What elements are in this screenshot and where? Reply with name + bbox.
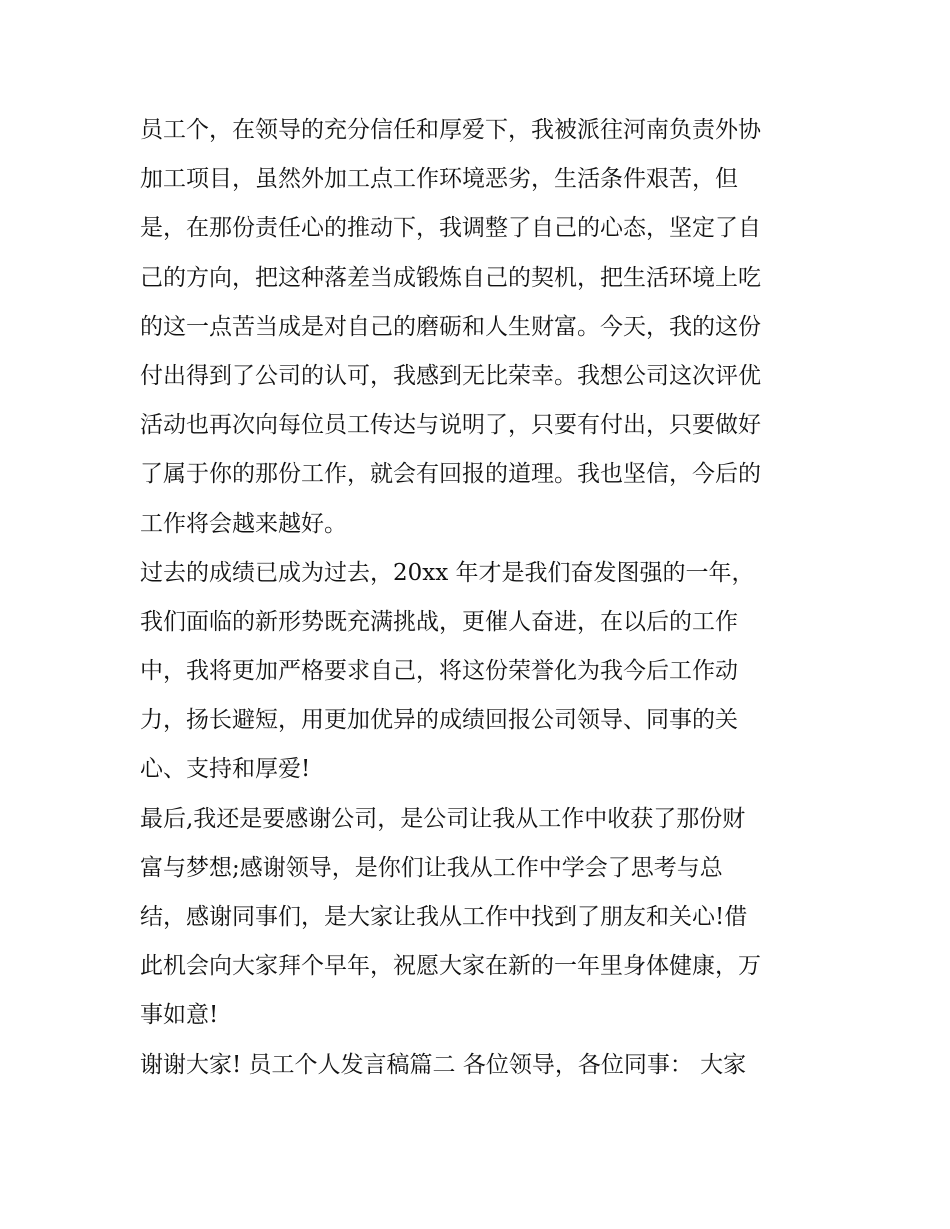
text-line: 力，扬长避短，用更加优异的成绩回报公司领导、同事的关	[140, 707, 738, 734]
text-line: 谢谢大家! 员工个人发言稿篇二 各位领导，各位同事： 大家	[140, 1051, 747, 1078]
document-body	[140, 106, 820, 1090]
text-line: 工作将会越来越好。	[140, 510, 347, 537]
text-line: 了属于你的那份工作，就会有回报的道理。我也坚信，今后的	[140, 461, 761, 488]
text-line: 我们面临的新形势既充满挑战，更催人奋进，在以后的工作	[140, 608, 738, 635]
text-line: 己的方向，把这种落差当成锻炼自己的契机，把生活环境上吃	[140, 264, 761, 291]
text-line: 加工项目，虽然外加工点工作环境恶劣，生活条件艰苦，但	[140, 166, 738, 193]
text-line: 富与梦想;感谢领导，是你们让我从工作中学会了思考与总	[140, 854, 723, 881]
text-line: 是，在那份责任心的推动下，我调整了自己的心态，坚定了自	[140, 215, 761, 242]
text-line: 付出得到了公司的认可，我感到无比荣幸。我想公司这次评优	[140, 362, 761, 389]
text-line: 此机会向大家拜个早年，祝愿大家在新的一年里身体健康，万	[140, 953, 761, 980]
text-line: 员工个，在领导的充分信任和厚爱下，我被派往河南负责外协	[140, 117, 761, 143]
text-line: 最后,我还是要感谢公司，是公司让我从工作中收获了那份财	[140, 805, 746, 832]
text-line: 中，我将更加严格要求自己，将这份荣誉化为我今后工作动	[140, 658, 738, 685]
text-line: 过去的成绩已成为过去，20xx 年才是我们奋发图强的一年，	[140, 559, 755, 586]
text-line: 活动也再次向每位员工传达与说明了，只要有付出，只要做好	[140, 412, 761, 439]
text-line: 的这一点苦当成是对自己的磨砺和人生财富。今天，我的这份	[140, 313, 761, 340]
text-line: 事如意!	[140, 1002, 219, 1029]
text-line: 结，感谢同事们，是大家让我从工作中找到了朋友和关心!借	[140, 904, 748, 930]
text-line: 心、支持和厚爱!	[140, 756, 311, 783]
